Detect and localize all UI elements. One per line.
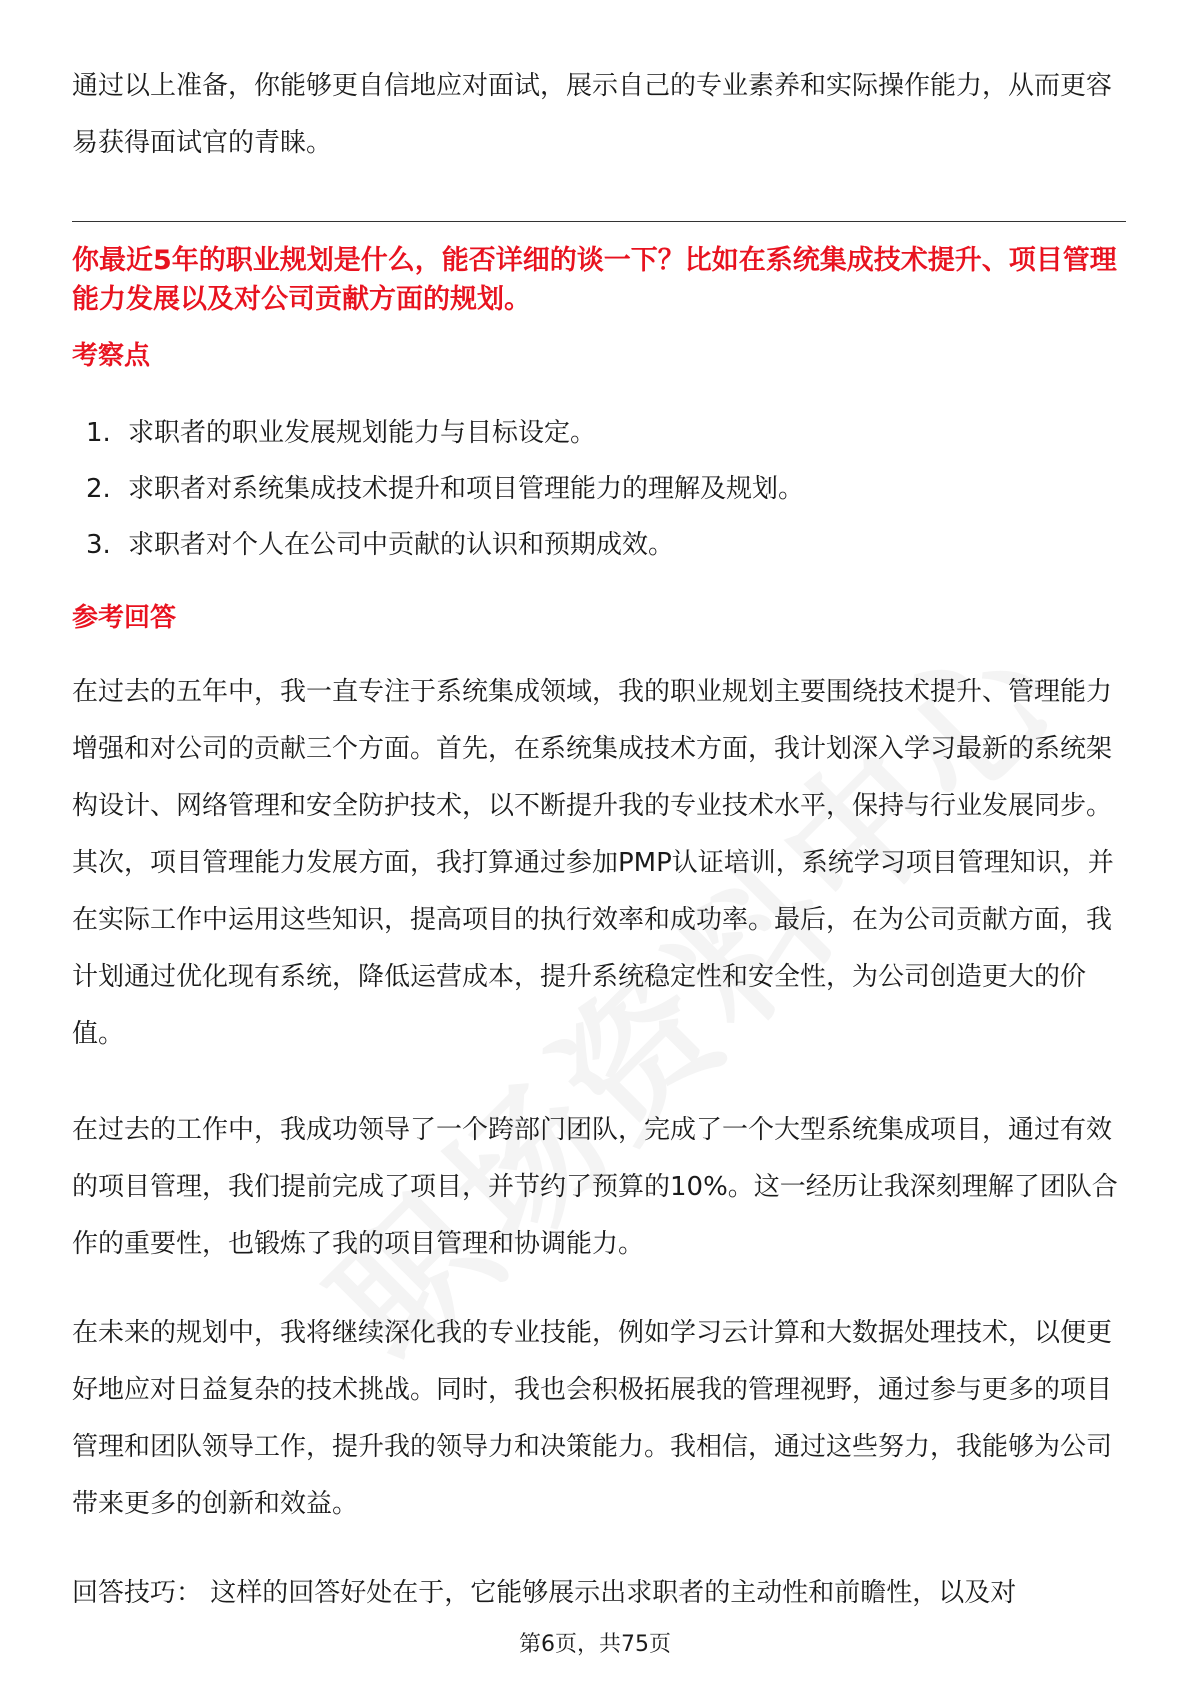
assessment-points-list xyxy=(86,405,804,573)
page-number-footer: 第6页，共75页 xyxy=(519,1632,671,1657)
list-item: 1. 求职者的职业发展规划能力与目标设定。 xyxy=(86,418,597,448)
answer-tip-paragraph: 回答技巧： 这样的回答好处在于，它能够展示出求职者的主动性和前瞻性，以及对 xyxy=(72,1578,1017,1608)
answer-paragraph: 在过去的工作中，我成功领导了一个跨部门团队，完成了一个大型系统集成项目，通过有效的项目管理，我们提前完成了项目，并节约了预算的10%。这一经历让我深刻理解了团队合作的重要性，也锻炼了我的项目管理和协调能力。 xyxy=(72,1115,1118,1259)
intro-paragraph: 通过以上准备，你能够更自信地应对面试，展示自己的专业素养和实际操作能力，从而更容易获得面试官的青睐。 xyxy=(72,71,1113,158)
interview-question: 你最近5年的职业规划是什么，能否详细的谈一下？比如在系统集成技术提升、项目管理能力发展以及对公司贡献方面的规划。 xyxy=(72,245,1117,315)
section-divider xyxy=(72,221,1126,222)
list-item: 3. 求职者对个人在公司中贡献的认识和预期成效。 xyxy=(86,530,675,560)
answer-paragraph: 在未来的规划中，我将继续深化我的专业技能，例如学习云计算和大数据处理技术，以便更好地应对日益复杂的技术挑战。同时，我也会积极拓展我的管理视野，通过参与更多的项目管理和团队领导工作，提升我的领导力和决策能力。我相信，通过这些努力，我能够为公司带来更多的创新和效益。 xyxy=(72,1318,1113,1519)
answer-paragraph: 在过去的五年中，我一直专注于系统集成领域，我的职业规划主要围绕技术提升、管理能力增强和对公司的贡献三个方面。首先，在系统集成技术方面，我计划深入学习最新的系统架构设计、网络管理和安全防护技术，以不断提升我的专业技术水平，保持与行业发展同步。其次，项目管理能力发展方面，我打算通过参加PMP认证培训，系统学习项目管理知识，并在实际工作中运用这些知识，提高项目的执行效率和成功率。最后，在为公司贡献方面，我计划通过优化现有系统，降低运营成本，提升系统稳定性和安全性，为公司创造更大的价值。 xyxy=(72,677,1114,1049)
list-item: 2. 求职者对系统集成技术提升和项目管理能力的理解及规划。 xyxy=(86,474,805,504)
reference-answer-heading: 参考回答 xyxy=(72,603,177,633)
assessment-points-heading: 考察点 xyxy=(72,341,151,371)
